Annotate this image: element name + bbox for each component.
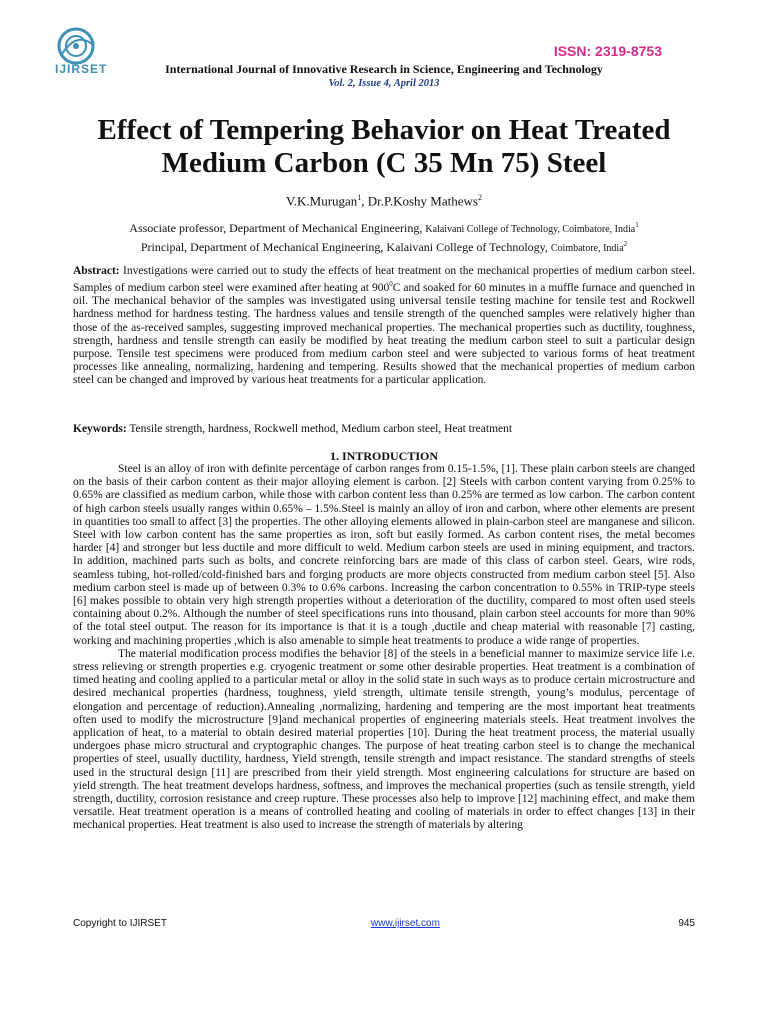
abstract: [73, 265, 695, 388]
keywords-text: Tensile strength, hardness, Rockwell method, Medium carbon steel, Heat treatment: [126, 423, 513, 435]
introduction-body: [73, 463, 695, 833]
abstract-text-a: Investigations were carried out to study the effects of heat treatment on the mechanical properties of medium carbon steel. Samples of medium carbon steel were examined after heating at 900: [73, 265, 695, 295]
intro-paragraph-1: Steel is an alloy of iron with definite percentage of carbon ranges from 0.15-1.5%, [1]. These plain carbon steels are changed on the basis of their carbon content as their major alloying element is carbon. [2] Steels with carbon content varying from 0.25% to 0.65% are classified as medium carbon, while those with carbon content less than 0.25% are termed as low carbon. The carbon content of high carbon steels usually ranges within 0.65% – 1.5%.Steel is mainly an alloy of iron and carbon, where other elements are present in quantities too small to affect [3] the properties. The other alloying elements allowed in plain-carbon steel are manganese and silicon. Steel with low carbon content has the same properties as iron, soft but easily formed. As carbon content rises, the metal becomes harder [4] and stronger but less ductile and more difficult to weld. Medium carbon steels are used in mining equipment, and tractors. In addition, machined parts such as bolts, and concrete reinforcing bars are made of this class of carbon steel. Gears, wire rods, seamless tubing, hot-rolled/cold-finished bars and forging products are more objects constructed from medium carbon steel [5]. Also medium carbon steel is made up of between 0.3% to 0.6% carbons. Increasing the carbon concentration to 0.55% in TRIP-type steels [6] makes possible to obtain very high strength properties without a deterioration of the ductility, compared to most often used steels containing about 0.2%. Although the number of steel specifications runs into thousand, plain carbon steel accounts for more than 90% of the total steel output. The reason for its importance is that it is a tough ,ductile and cheap material with reasonable [7] casting, working and machining properties ,which is also amenable to simple heat treatments to produce a wide range of properties.: [73, 463, 695, 647]
authors: [0, 193, 768, 209]
logo-text: IJIRSET: [55, 62, 108, 76]
affiliation-2: [0, 240, 768, 255]
title-line-2: Medium Carbon (C 35 Mn 75) Steel: [161, 147, 607, 179]
page-number: 945: [678, 918, 695, 929]
footer-copyright: Copyright to IJIRSET: [73, 918, 167, 929]
section-heading-introduction: 1. INTRODUCTION: [329, 449, 438, 463]
affiliation-2-main: Principal, Department of Mechanical Engineering, Kalaivani College of Technology,: [140, 240, 551, 254]
title-line-1: Effect of Tempering Behavior on Heat Treated: [97, 114, 671, 146]
abstract-text-b: C and soaked for 60 minutes in a muffle furnace and quenched in oil. The mechanical behavior of the samples was investigated using universal tensile testing machine for tensile test and Rockwell hardness method for hardness testing. The hardness values and tensile strength of the quenched samples were relatively higher than those of the as-received samples, suggesting improved mechanical properties. The mechanical properties such as ductility, toughness, strength, hardness and tensile strength can easily be modified by heat treating the medium carbon steel to suit a particular design purpose. Tensile test specimens were produced from medium carbon steel and were subjected to various forms of heat treatment processes like annealing, normalizing, hardening and tempering. Results showed that the mechanical properties of medium carbon steel can be changed and improved by various heat treatments for a particular application.: [73, 282, 695, 387]
affiliation-2-sup: 2: [623, 240, 628, 248]
author-1: V.K.Murugan: [286, 193, 358, 209]
footer-website-link[interactable]: www.ijirset.com: [371, 918, 440, 929]
affiliation-1-small: Kalaivani College of Technology, Coimbatore, India: [425, 224, 636, 235]
intro-paragraph-2: The material modification process modifies the behavior [8] of the steels in a beneficial manner to maximize service life i.e. stress relieving or strength properties e.g. cryogenic treatment or some other desirable properties. Heat treatment is a combination of timed heating and cooling applied to a particular metal or alloy in the solid state in such ways as to produce certain microstructure and desired mechanical properties (hardness, toughness, yield strength, ultimate tensile strength, young’s modulus, percentage of elongation and percentage of reduction).Annealing ,normalizing, hardening and tempering are the most important heat treatments often used to modify the microstructure [9]and mechanical properties of engineering materials steels. Heat treatment involves the application of heat, to a material to obtain desired material properties [10]. During the heat treatment process, the material usually undergoes phase micro structural and cryptographic changes. The purpose of heat treating carbon steel is to change the mechanical properties of steel, usually ductility, hardness, Yield strength, tensile strength and impact resistance. The standard strengths of steels used in the structural design [11] are prescribed from their yield strength. Most engineering calculations for structure are based on yield strength. The heat treatment develops hardness, softness, and improves the mechanical properties (such as tensile strength, yield strength, ductility, corrosion resistance and creep rupture. These processes also help to improve [12] machining effect, and make them versatile. Heat treatment operation is a means of controlled heating and cooling of materials in order to effect changes [13] in their mechanical properties. Heat treatment is also used to increase the strength of materials by altering: [73, 647, 695, 832]
affiliation-1: [0, 221, 768, 236]
keywords-label: Keywords:: [73, 423, 127, 435]
author-2-sup: 2: [477, 193, 482, 202]
affiliation-1-main: Associate professor, Department of Mechanical Engineering,: [129, 221, 426, 235]
keywords: [73, 423, 695, 436]
degree-sup: 0: [389, 280, 393, 289]
author-2: Dr.P.Koshy Mathews: [367, 193, 478, 209]
volume-issue: Vol. 2, Issue 4, April 2013: [328, 78, 440, 89]
issn-number: ISSN: 2319-8753: [553, 43, 662, 59]
author-1-sup: 1: [357, 193, 362, 202]
affiliation-1-sup: 1: [635, 221, 639, 229]
affiliation-2-small: Coimbatore, India: [550, 243, 624, 254]
journal-name: International Journal of Innovative Research in Science, Engineering and Technology: [165, 62, 603, 76]
author-separator: ,: [361, 193, 368, 209]
paper-title: [60, 114, 708, 180]
abstract-label: Abstract:: [73, 265, 120, 277]
